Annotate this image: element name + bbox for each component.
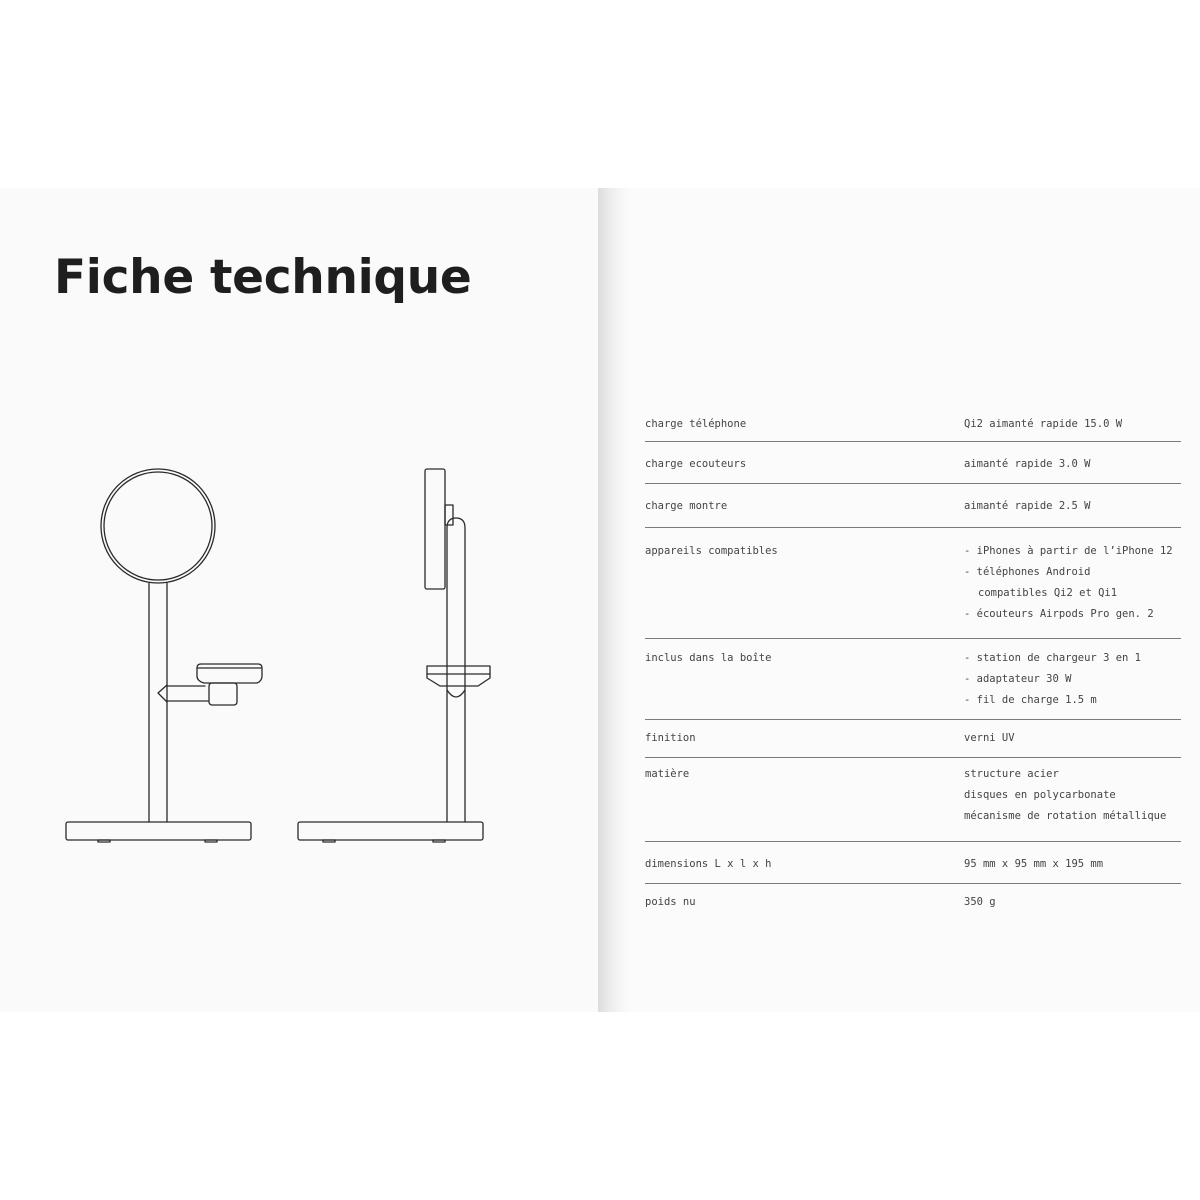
spec-value-line: aimanté rapide 3.0 W — [964, 458, 1091, 470]
spec-value-line: - écouteurs Airpods Pro gen. 2 — [964, 608, 1154, 620]
spec-label: charge ecouteurs — [645, 458, 747, 470]
spec-row — [645, 528, 1181, 639]
page-title: Fiche technique — [54, 250, 472, 305]
spec-value — [964, 498, 1181, 527]
spec-row — [645, 884, 1181, 924]
spec-value — [964, 456, 1181, 483]
spec-label: charge téléphone — [645, 418, 747, 430]
spec-label: poids nu — [645, 896, 696, 908]
spec-row — [645, 484, 1181, 528]
spec-value-line: verni UV — [964, 732, 1015, 744]
spec-value — [964, 730, 1181, 757]
spec-value-line: disques en polycarbonate — [964, 789, 1116, 801]
front-view-drawing — [66, 469, 262, 842]
spec-value-line: - fil de charge 1.5 m — [964, 694, 1097, 706]
spec-value-line: compatibles Qi2 et Qi1 — [978, 587, 1118, 599]
spec-label: inclus dans la boîte — [645, 652, 772, 664]
spec-value-line: - téléphones Android — [964, 566, 1091, 578]
spec-row — [645, 842, 1181, 884]
spec-value — [964, 766, 1181, 841]
side-view-drawing — [298, 469, 490, 842]
spec-row — [645, 402, 1181, 442]
spec-label: appareils compatibles — [645, 545, 778, 557]
spec-value-line: - station de chargeur 3 en 1 — [964, 652, 1142, 664]
spec-row — [645, 720, 1181, 758]
spec-value — [964, 650, 1181, 719]
spec-value-line: aimanté rapide 2.5 W — [964, 500, 1091, 512]
product-line-drawing — [0, 460, 598, 860]
spec-row — [645, 442, 1181, 484]
spec-table — [645, 402, 1181, 924]
spec-value-line: - adaptateur 30 W — [964, 673, 1072, 685]
spec-value-line: mécanisme de rotation métallique — [964, 810, 1167, 822]
spec-value-line: Qi2 aimanté rapide 15.0 W — [964, 418, 1123, 430]
spec-value-line: 350 g — [964, 896, 996, 908]
spec-row — [645, 758, 1181, 842]
spec-label: matière — [645, 768, 690, 780]
spec-row — [645, 639, 1181, 720]
spec-value-line: 95 mm x 95 mm x 195 mm — [964, 858, 1104, 870]
spec-value — [964, 416, 1181, 441]
spec-value-line: structure acier — [964, 768, 1059, 780]
spec-label: finition — [645, 732, 696, 744]
spec-value — [964, 543, 1181, 638]
spec-value — [964, 894, 1181, 924]
spec-label: dimensions L x l x h — [645, 858, 772, 870]
spec-label: charge montre — [645, 500, 728, 512]
spec-value-line: - iPhones à partir de l’iPhone 12 — [964, 545, 1173, 557]
gutter-shadow — [598, 188, 632, 1012]
spec-value — [964, 856, 1181, 883]
